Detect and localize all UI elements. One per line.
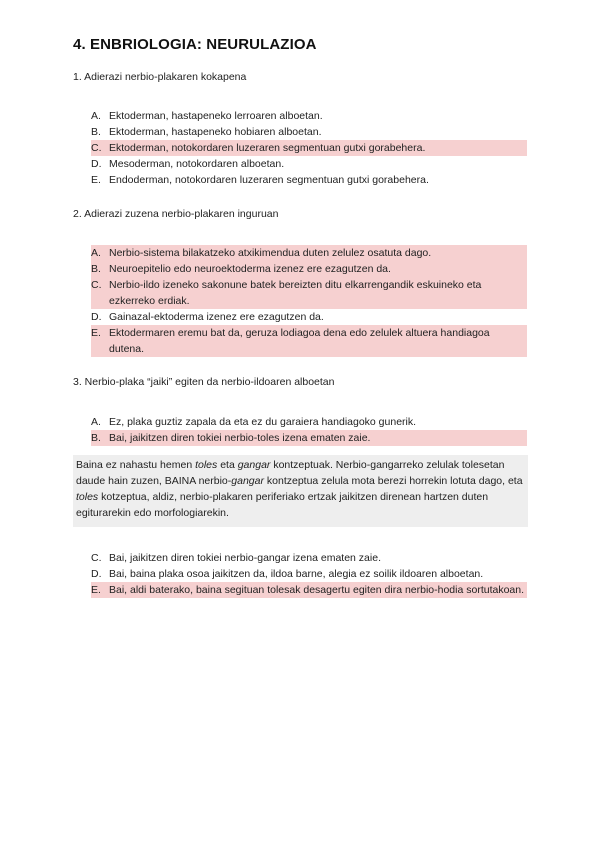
q2-option-e-highlighted <box>91 325 527 357</box>
q3-option-c <box>91 550 527 566</box>
question-3-options-first <box>91 414 527 446</box>
note-text: Baina ez nahastu hemen <box>76 459 196 471</box>
option-text: Ektoderman, hastapeneko hobiaren alboetan. <box>109 126 322 138</box>
option-text: Gainazal-ektoderma izenez ere ezagutzen da. <box>109 311 324 323</box>
option-letter: D. <box>91 311 102 323</box>
question-3: 3. Nerbio-plaka “jaiki” egiten da nerbio-ildoaren alboetan <box>73 376 335 388</box>
note-text: kontzeptua zelula mota berezi horrekin lotuta dago, eta <box>263 475 523 487</box>
q3-option-e-highlighted <box>91 582 527 598</box>
option-letter: C. <box>91 279 102 291</box>
option-text: Ektoderman, hastapeneko lerroaren alboetan. <box>109 110 323 122</box>
option-text: Ektodermaren eremu bat da, geruza lodiagoa dena edo zelulek altuera handiagoa dutena. <box>109 327 490 355</box>
q1-option-e <box>91 172 527 188</box>
note-text: eta <box>217 459 238 471</box>
q2-option-d <box>91 309 527 325</box>
q2-option-b-highlighted <box>91 261 527 277</box>
q1-option-d <box>91 156 527 172</box>
option-letter: B. <box>91 126 101 138</box>
question-3-options-second <box>91 550 527 598</box>
option-text: Endoderman, notokordaren luzeraren segmentuan gutxi gorabehera. <box>109 174 429 186</box>
option-letter: E. <box>91 174 101 186</box>
option-letter: A. <box>91 247 101 259</box>
option-letter: C. <box>91 142 102 154</box>
option-text: Ez, plaka guztiz zapala da eta ez du garaiera handiagoko gunerik. <box>109 416 417 428</box>
question-2: 2. Adierazi zuzena nerbio-plakaren inguruan <box>73 208 279 220</box>
option-letter: B. <box>91 432 101 444</box>
note-term-toles: toles <box>195 459 218 471</box>
question-1: 1. Adierazi nerbio-plakaren kokapena <box>73 71 247 83</box>
option-text: Bai, jaikitzen diren tokiei nerbio-toles izena ematen zaie. <box>109 432 371 444</box>
option-letter: E. <box>91 327 101 339</box>
note-term-gangar: gangar <box>237 459 271 471</box>
note-text: kontzeptuak. Nerbio-gangarreko zelulak tolesetan daude hain zuzen, BAINA nerbio- <box>76 459 505 487</box>
question-1-options <box>91 108 527 188</box>
q1-option-b <box>91 124 527 140</box>
q1-option-a <box>91 108 527 124</box>
q3-option-a <box>91 414 527 430</box>
option-text: Mesoderman, notokordaren alboetan. <box>109 158 285 170</box>
note-text: kotzeptua, aldiz, nerbio-plakaren periferiako ertzak jaikitzen direnean hartzen duten egiturarekin edo morfologiarekin. <box>76 491 489 519</box>
option-letter: A. <box>91 110 101 122</box>
option-letter: E. <box>91 584 101 596</box>
q2-option-a-highlighted <box>91 245 527 261</box>
question-2-options <box>91 245 527 357</box>
q3-option-d <box>91 566 527 582</box>
note-term-gangar: gangar <box>231 475 264 487</box>
note-term-toles: toles <box>76 491 99 503</box>
q2-option-c-highlighted <box>91 277 527 309</box>
option-text: Nerbio-ildo izeneko sakonune batek bereizten ditu elkarrengandik eskuineko eta ezkerreko erdiak. <box>109 279 482 307</box>
option-text: Neuroepitelio edo neuroektoderma izenez ere ezagutzen da. <box>109 263 391 275</box>
option-text: Ektoderman, notokordaren luzeraren segmentuan gutxi gorabehera. <box>109 142 426 154</box>
q1-option-c-highlighted <box>91 140 527 156</box>
option-letter: B. <box>91 263 101 275</box>
option-text: Bai, baina plaka osoa jaikitzen da, ildoa barne, alegia ez soilik ildoaren alboetan. <box>109 568 484 580</box>
option-letter: C. <box>91 552 102 564</box>
option-letter: D. <box>91 158 102 170</box>
option-text: Bai, aldi baterako, baina segituan tolesak desagertu egiten dira nerbio-hodia sortutakoan. <box>109 584 525 596</box>
option-text: Bai, jaikitzen diren tokiei nerbio-gangar izena ematen zaie. <box>109 552 381 564</box>
option-text: Nerbio-sistema bilakatzeko atxikimendua duten zelulez osatuta dago. <box>109 247 432 259</box>
q3-option-b-highlighted <box>91 430 527 446</box>
option-letter: D. <box>91 568 102 580</box>
option-letter: A. <box>91 416 101 428</box>
page-title: 4. ENBRIOLOGIA: NEURULAZIOA <box>73 36 317 53</box>
explanation-note <box>73 455 528 527</box>
